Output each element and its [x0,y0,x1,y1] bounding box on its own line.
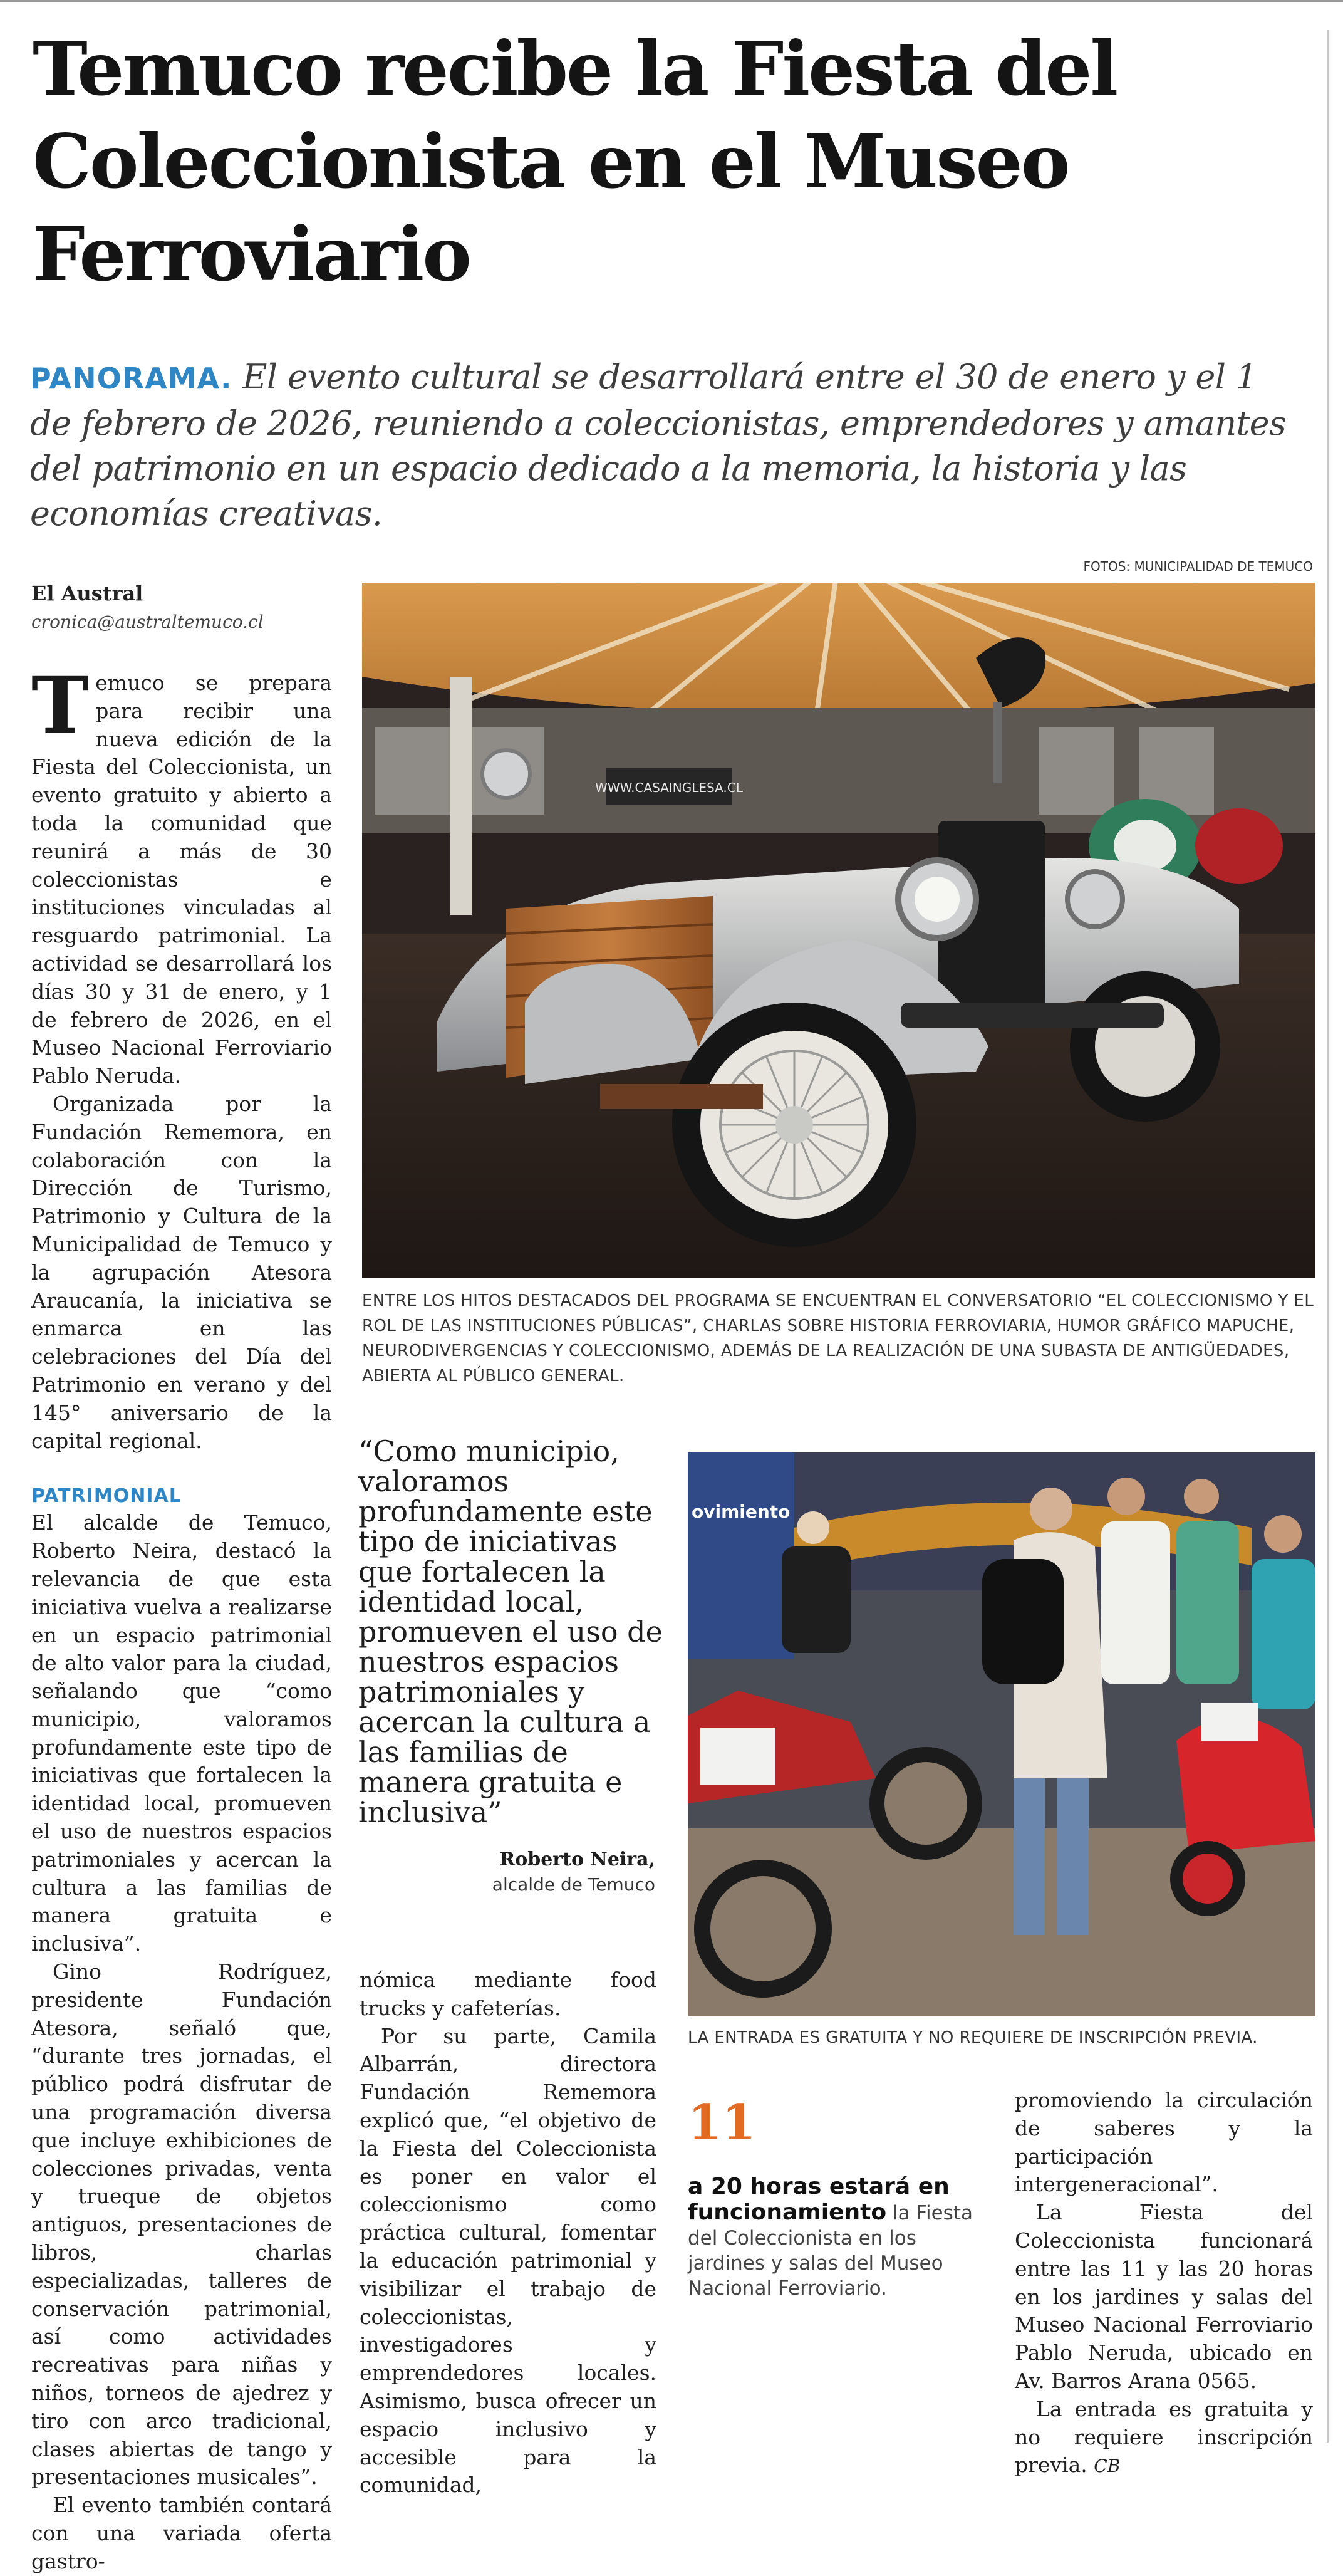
lead-paragraph [30,355,1308,536]
factbox-bold: a 20 horas estará en funcionamiento [688,2174,950,2225]
quote-role: alcalde de Temuco [492,1874,655,1895]
quote-author: Roberto Neira, [499,1849,655,1870]
paragraph-5: El evento también contará con una variada oferta gastro- [31,2493,332,2573]
scooters-illustration [688,1452,1315,2016]
lead-kicker: PANORAMA. [30,362,232,395]
paragraph-8: La entrada es gratuita y no requiere inscripción previa. CB [1015,2396,1313,2478]
photo-credit: FOTOS: MUNICIPALIDAD DE TEMUCO [1083,559,1313,574]
page-edge-rule [1327,30,1329,2443]
banner-text: ovimiento [692,1501,791,1522]
paragraph-6: Por su parte, Camila Albarrán, directora Fundación Rememora explicó que, “el objetivo de la Fiesta del Coleccionista es poner en valor el coleccionismo como práctica cultural, fomentar la educación patrimonial y visibilizar el trabajo de coleccionistas, investigadores y emprendedores locales. Asimismo, busca ofrecer un espacio inclusivo y accesible para la comunidad, [360,2023,656,2498]
paragraph-5-cont: nómica mediante food trucks y cafeterías. [360,1968,656,2020]
photo-caption-car: ENTRE LOS HITOS DESTACADOS DEL PROGRAMA SE ENCUENTRAN EL CONVERSATORIO “EL COLECCIONISMO Y EL ROL DE LAS INSTITUCIONES PÚBLICAS”, CHARLAS SOBRE HISTORIA FERROVIARIA, HUMOR GRÁFICO MAPUCHE, NEURODIVERGENCIAS Y COLECCIONISMO, ADEMÁS DE LA REALIZACIÓN DE UNA SUBASTA DE ANTIGÜEDADES, ABIERTA AL PÚBLICO GENERAL. [362,1291,1314,1385]
classic-car-illustration [362,583,1315,1278]
end-mark: CB [1094,2456,1121,2477]
spacer [31,1455,332,1484]
paragraph-2: Organizada por la Fundación Rememora, en colaboración con la Dirección de Turismo, Patrimonio y Cultura de la Municipalidad de Temuco y la agrupación Atesora Araucanía, la iniciativa se enmarca en las celebraciones del Día del Patrimonio en verano y del 145° aniversario de la capital regional. [31,1091,332,1453]
article-column-4 [1015,2087,1313,2481]
factbox-text: la Fiesta del Coleccionista en los jardines y salas del Museo Nacional Ferroviario. [688,2202,973,2300]
photo-caption-scooters: LA ENTRADA ES GRATUITA Y NO REQUIERE DE INSCRIPCIÓN PREVIA. [688,2028,1258,2047]
photo-scooters [688,1452,1315,2016]
paragraph-4: Gino Rodríguez, presidente Fundación Atesora, señaló que, “durante tres jornadas, el público podrá disfrutar de una programación diversa que incluye exhibiciones de colecciones privadas, venta y trueque de objetos antiguos, presentaciones de libros, charlas especializadas, talleres de conservación patrimonial, así como actividades recreativas para niñas y niños, torneos de ajedrez y tiro con arco tradicional, clases abiertas de tango y presentaciones musicales”. [31,1959,332,2490]
article-column-1 [31,660,332,2576]
subhead-patrimonial: PATRIMONIAL [31,1485,182,1508]
byline-author: El Austral [31,581,143,605]
lead-text: El evento cultural se desarrollará entre el 30 de enero y el 1 de febrero de 2026, reuniendo a coleccionistas, emprendedores y amantes del patrimonio en un espacio dedicado a la memoria, la historia y las economías creativas. [30,357,1287,533]
factbox-number: 11 [688,2094,756,2151]
car-sign-text: WWW.CASAINGLESA.CL [595,780,743,795]
article-column-2 [360,1966,656,2500]
paragraph-6-cont: promoviendo la circulación de saberes y la participación intergeneracional”. [1015,2088,1313,2197]
paragraph-3: El alcalde de Temuco, Roberto Neira, destacó la relevancia de que esta iniciativa vuelva a realizarse en un espacio patrimonial de alto valor para la ciudad, señalando que “como municipio, valoramos profundamente este tipo de iniciativas que fortalecen la identidad local, promueven el uso de nuestros espacios patrimoniales y acercan la cultura a las familias de manera gratuita e inclusiva”. [31,1510,332,1956]
factbox [688,2174,976,2301]
pull-quote: “Como municipio, valoramos profundamente este tipo de iniciativas que fortalecen la identidad local, promueven el uso de nuestros espacios patrimoniales y acercan la cultura a las familias de manera gratuita e inclusiva” [358,1434,663,1829]
headline: Temuco recibe la Fiesta del Coleccionista en el Museo Ferroviario [33,25,1117,298]
top-rule [0,0,1343,2]
drop-cap: T [31,660,90,751]
paragraph-7: La Fiesta del Coleccionista funcionará entre las 11 y las 20 horas en los jardines y salas del Museo Nacional Ferroviario Pablo Neruda, ubicado en Av. Barros Arana 0565. [1015,2200,1313,2393]
byline-email[interactable]: cronica@australtemuco.cl [31,612,264,632]
paragraph-1: Temuco se prepara para recibir una nueva edición de la Fiesta del Coleccionista, un evento gratuito y abierto a toda la comunidad que reunirá a más de 30 coleccionistas e instituciones vinculadas al resguardo patrimonial. La actividad se desarrollará los días 30 y 31 de enero, y 1 de febrero de 2026, en el Museo Nacional Ferroviario Pablo Neruda. [31,660,332,1088]
photo-classic-car [362,583,1315,1278]
